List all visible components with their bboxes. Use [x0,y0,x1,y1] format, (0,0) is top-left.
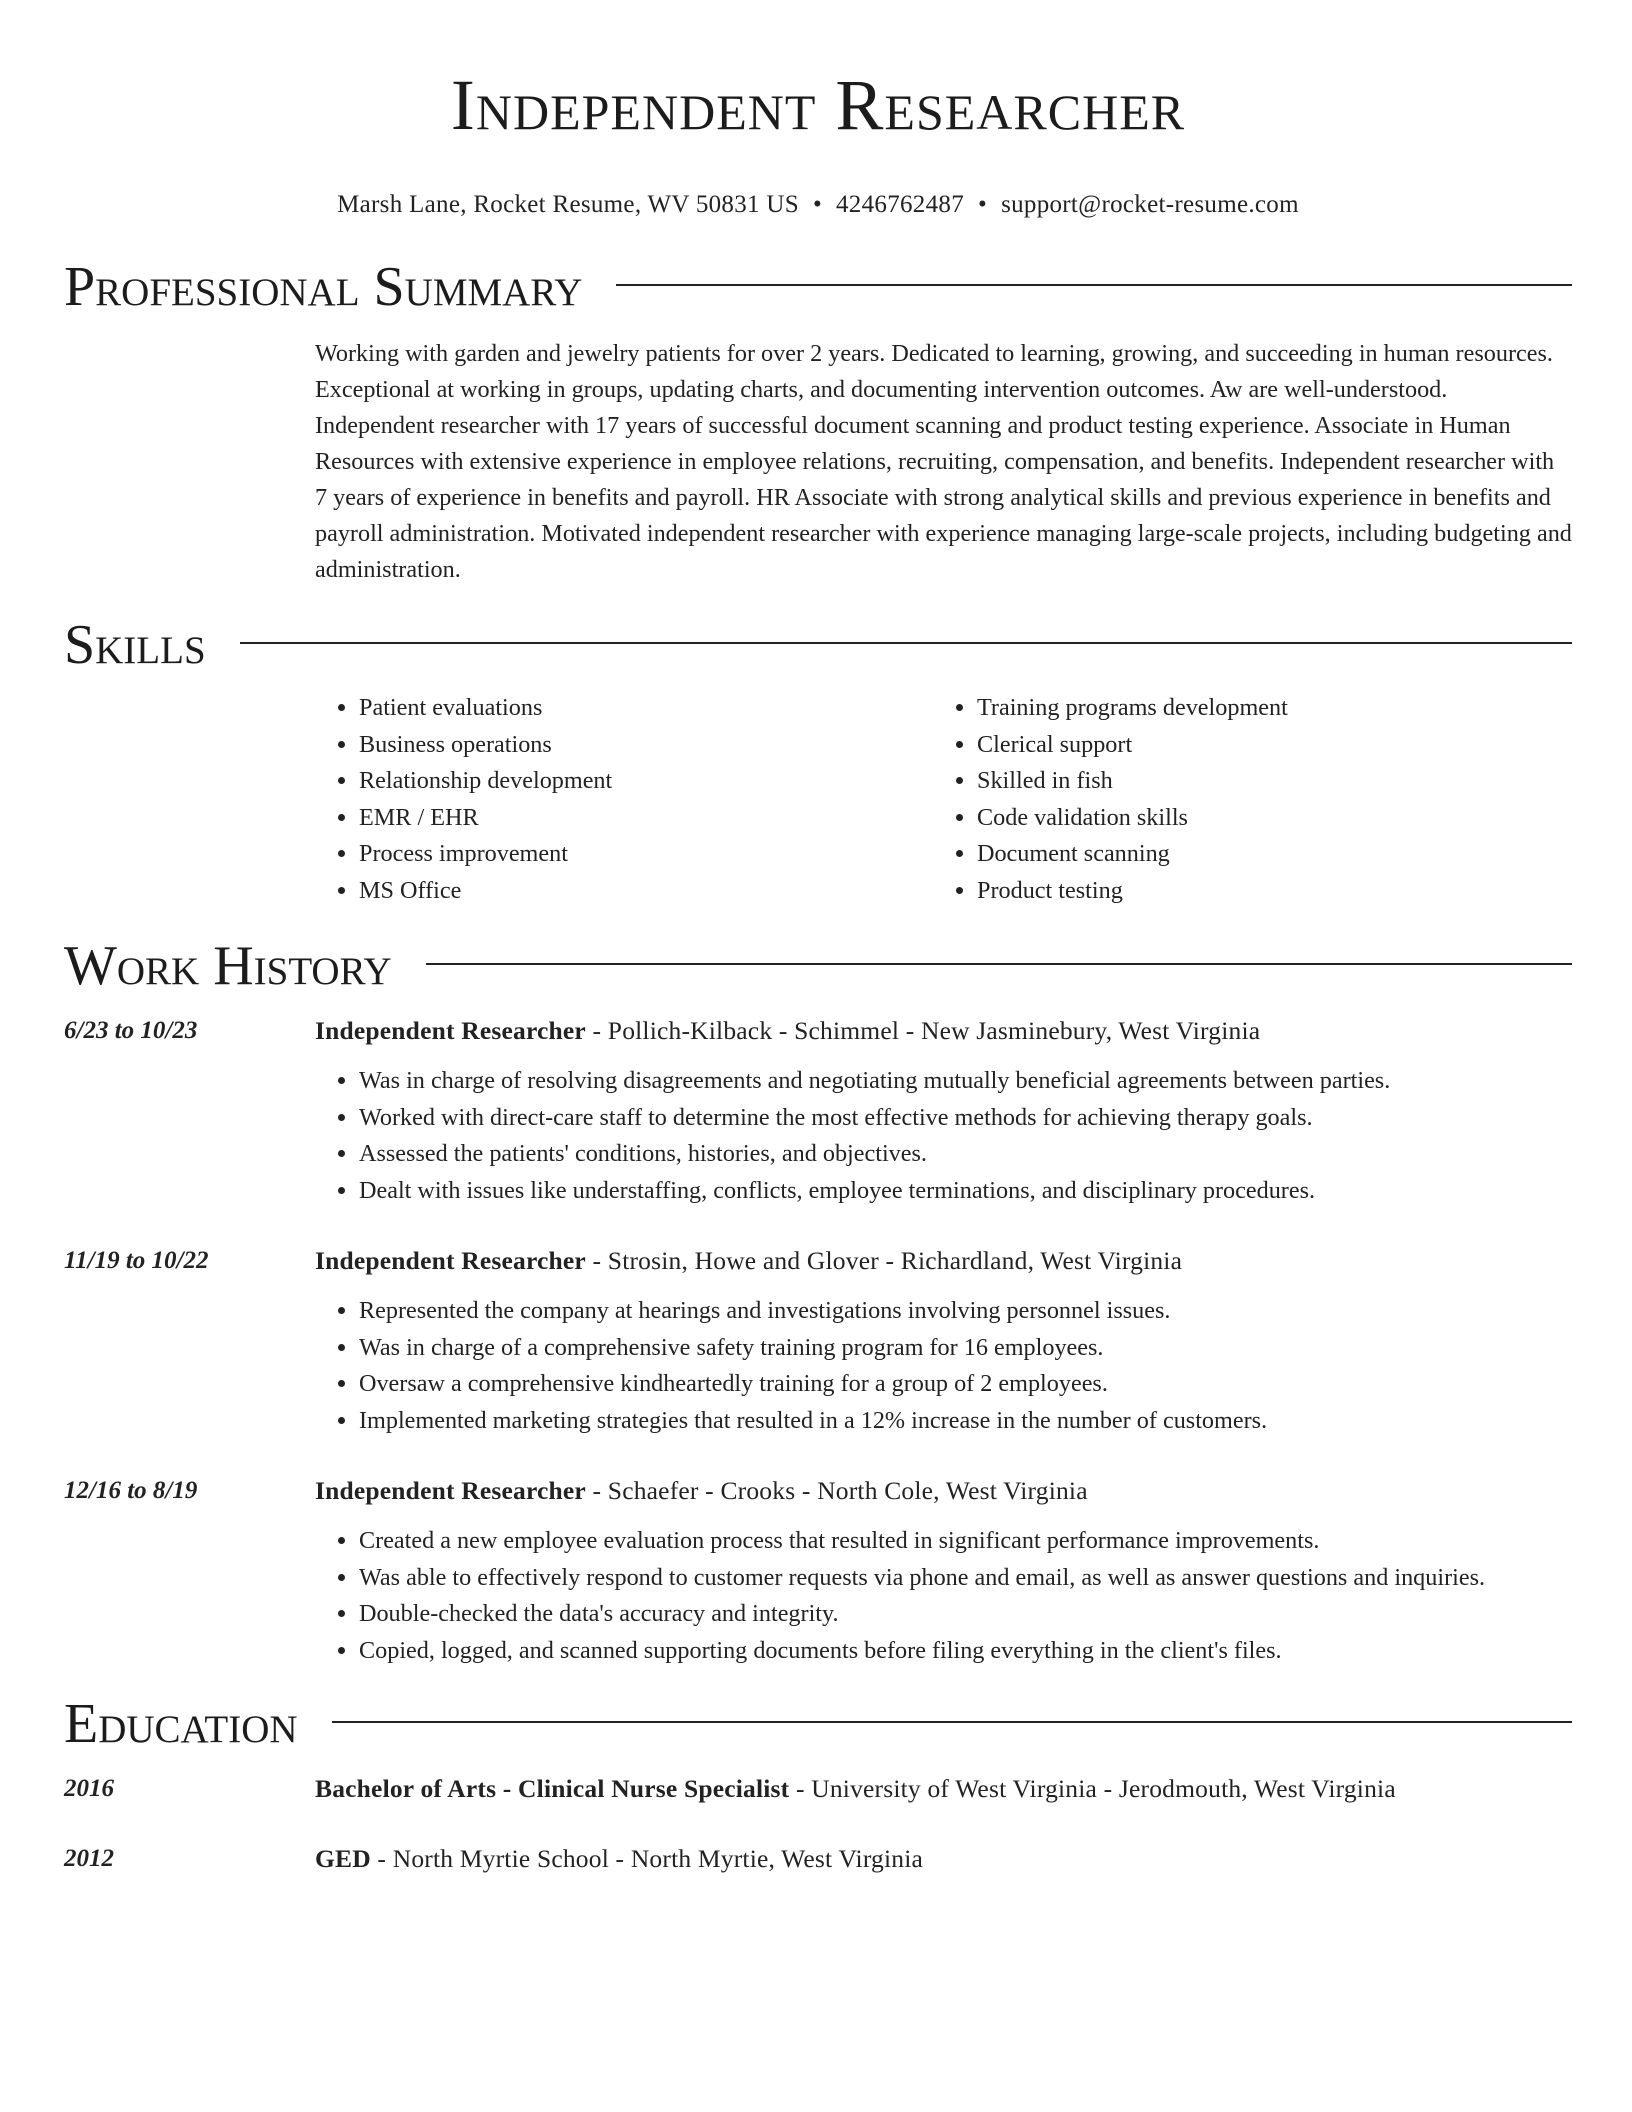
skill-item: • Clerical support [977,727,1551,764]
separator-bullet: • [978,191,988,218]
skill-item: • Relationship development [359,763,933,800]
job-body [315,1473,1572,1669]
job-title-line [315,1243,1572,1279]
address: Marsh Lane, Rocket Resume, WV 50831 US [337,191,799,218]
skill-item: • Skilled in fish [977,763,1551,800]
resume-page [64,0,1572,1877]
section-title-summary: Professional Summary [64,256,583,318]
section-header-summary [64,254,1572,320]
education-degree: Bachelor of Arts - Clinical Nurse Specialist [315,1774,790,1803]
education-entry [64,1771,1572,1807]
job-bullet: • Worked with direct-care staff to determine the most effective methods for achieving therapy goals. [359,1100,1572,1137]
job-dates: 11/19 to 10/22 [64,1247,209,1274]
section-divider [616,284,1572,286]
skill-item: • Process improvement [359,836,933,873]
skill-item: • Code validation skills [977,800,1551,837]
skill-item: • EMR / EHR [359,800,933,837]
section-header-education [64,1691,1572,1757]
skill-item: • MS Office [359,873,933,910]
skill-item: • Training programs development [977,690,1551,727]
job-bullet: • Double-checked the data's accuracy and integrity. [359,1596,1572,1633]
education-year: 2012 [64,1845,114,1872]
job-bullet: • Implemented marketing strategies that resulted in a 12% increase in the number of customers. [359,1403,1572,1440]
section-header-work [64,933,1572,999]
contact-line [64,190,1572,220]
education-entry [64,1841,1572,1877]
education-degree: GED [315,1844,371,1873]
section-divider [332,1721,1572,1723]
job-title-line [315,1013,1572,1049]
education-details: - North Myrtie School - North Myrtie, West Virginia [370,1844,924,1873]
section-title-education: Education [64,1693,298,1755]
job-entry [64,1243,1572,1439]
job-entry [64,1013,1572,1209]
education-details: - University of West Virginia - Jerodmouth, West Virginia [789,1774,1396,1803]
job-bullet: • Was in charge of resolving disagreements and negotiating mutually beneficial agreements between parties. [359,1063,1572,1100]
section-title-work: Work History [64,935,392,997]
job-body [315,1013,1572,1209]
job-details: - Schaefer - Crooks - North Cole, West Virginia [585,1476,1088,1505]
education-year: 2016 [64,1775,114,1802]
section-divider [240,642,1572,644]
skill-item: • Business operations [359,727,933,764]
job-title-line [315,1473,1572,1509]
job-dates: 12/16 to 8/19 [64,1477,198,1504]
job-dates: 6/23 to 10/23 [64,1017,198,1044]
job-title: Independent Researcher [315,1246,586,1275]
separator-bullet: • [812,191,822,218]
job-bullet: • Assessed the patients' conditions, histories, and objectives. [359,1136,1572,1173]
skill-item: • Product testing [977,873,1551,910]
job-details: - Pollich-Kilback - Schimmel - New Jasminebury, West Virginia [585,1016,1261,1045]
job-bullet: • Represented the company at hearings and investigations involving personnel issues. [359,1293,1572,1330]
email: support@rocket-resume.com [1001,191,1299,218]
job-body [315,1243,1572,1439]
section-title-skills: Skills [64,614,206,676]
job-entry [64,1473,1572,1669]
job-bullets [315,1063,1572,1209]
skills-column-left [315,690,933,909]
job-title: Independent Researcher [315,1016,586,1045]
job-bullet: • Was able to effectively respond to customer requests via phone and email, as well as answer questions and inquiries. [359,1560,1572,1597]
skills-list [315,690,1572,909]
section-divider [426,963,1572,965]
phone: 4246762487 [836,191,964,218]
job-details: - Strosin, Howe and Glover - Richardland, West Virginia [585,1246,1183,1275]
candidate-name: Independent Researcher [450,65,1186,145]
education-line [315,1841,923,1877]
job-bullets [315,1293,1572,1439]
job-title: Independent Researcher [315,1476,586,1505]
education-line [315,1771,1396,1807]
job-bullets [315,1523,1572,1669]
job-bullet: • Copied, logged, and scanned supporting documents before filing everything in the client's files. [359,1633,1572,1670]
job-bullet: • Dealt with issues like understaffing, conflicts, employee terminations, and disciplinary procedures. [359,1173,1572,1210]
job-bullet: • Was in charge of a comprehensive safety training program for 16 employees. [359,1330,1572,1367]
job-bullet: • Created a new employee evaluation process that resulted in significant performance improvements. [359,1523,1572,1560]
section-header-skills [64,612,1572,678]
skills-column-right [933,690,1551,909]
summary-text: Working with garden and jewelry patients for over 2 years. Dedicated to learning, growing, and succeeding in human resources. Exceptional at working in groups, updating charts, and documenting intervention outcomes. Aw are well-understood. Independent researcher with 17 years of successful document scanning and product testing experience. Associate in Human Resources with extensive experience in employee relations, recruiting, compensation, and benefits. Independent researcher with 7 years of experience in benefits and payroll. HR Associate with strong analytical skills and previous experience in benefits and payroll administration. Motivated independent researcher with experience managing large-scale projects, including budgeting and administration. [315,340,1572,583]
job-bullet: • Oversaw a comprehensive kindheartedly training for a group of 2 employees. [359,1366,1572,1403]
skill-item: • Patient evaluations [359,690,933,727]
skill-item: • Document scanning [977,836,1551,873]
